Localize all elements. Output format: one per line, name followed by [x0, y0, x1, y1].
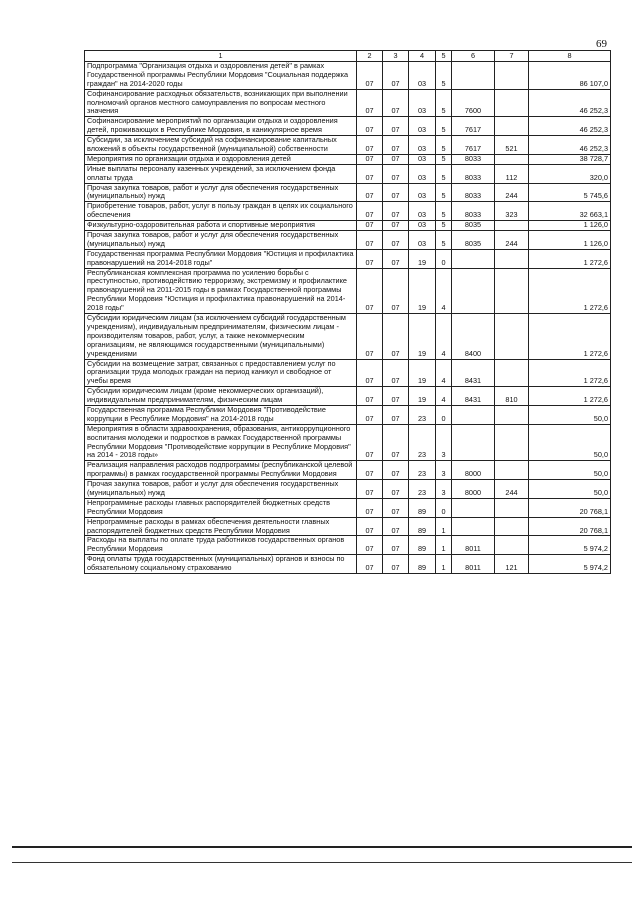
table-row [85, 359, 611, 387]
subprogram-code: 4 [436, 314, 452, 359]
table-row [85, 480, 611, 499]
expense-direction-code: 8033 [452, 202, 495, 221]
row-amount: 320,0 [529, 164, 611, 183]
subsection-code: 07 [383, 461, 409, 480]
row-amount: 1 272,6 [529, 268, 611, 313]
subsection-code: 07 [383, 498, 409, 517]
row-description: Подпрограмма "Организация отдыха и оздоровления детей" в рамках Государственной программы Республики Мордовия "Социальная поддержка граждан" на 2014-2020 годы [85, 62, 357, 90]
program-code: 03 [409, 231, 436, 250]
section-code: 07 [357, 154, 383, 164]
expense-type-code: 810 [495, 387, 529, 406]
subprogram-code: 5 [436, 89, 452, 117]
subsection-code: 07 [383, 268, 409, 313]
table-row [85, 249, 611, 268]
subsection-code: 07 [383, 221, 409, 231]
expense-type-code [495, 536, 529, 555]
row-amount: 20 768,1 [529, 517, 611, 536]
section-code: 07 [357, 164, 383, 183]
row-amount: 1 126,0 [529, 221, 611, 231]
table-row [85, 183, 611, 202]
expense-type-code [495, 89, 529, 117]
subsection-code: 07 [383, 405, 409, 424]
row-amount: 32 663,1 [529, 202, 611, 221]
expense-direction-code [452, 62, 495, 90]
row-amount: 50,0 [529, 424, 611, 461]
program-code: 23 [409, 405, 436, 424]
page-number: 69 [596, 38, 607, 50]
subprogram-code: 5 [436, 183, 452, 202]
program-code: 03 [409, 183, 436, 202]
section-code: 07 [357, 183, 383, 202]
program-code: 03 [409, 164, 436, 183]
subsection-code: 07 [383, 164, 409, 183]
expense-direction-code [452, 517, 495, 536]
row-description: Субсидии юридическим лицам (за исключением субсидий государственным учреждениям), индивидуальным предпринимателям, физическим лицам - производителям товаров, работ, услуг, а также некоммерческим организациям, не являющимся государственными (муниципальными) учреждениями [85, 314, 357, 359]
expense-direction-code [452, 249, 495, 268]
table-body [85, 62, 611, 574]
expense-type-code: 521 [495, 136, 529, 155]
expense-type-code [495, 314, 529, 359]
row-amount: 1 126,0 [529, 231, 611, 250]
section-code: 07 [357, 536, 383, 555]
expense-direction-code: 7600 [452, 89, 495, 117]
program-code: 19 [409, 359, 436, 387]
subsection-code: 07 [383, 424, 409, 461]
row-amount: 5 974,2 [529, 555, 611, 574]
expense-type-code: 244 [495, 183, 529, 202]
subprogram-code: 3 [436, 480, 452, 499]
subsection-code: 07 [383, 555, 409, 574]
section-code: 07 [357, 405, 383, 424]
column-header: 1 [85, 51, 357, 62]
program-code: 89 [409, 517, 436, 536]
table-row [85, 202, 611, 221]
subprogram-code: 5 [436, 136, 452, 155]
row-description: Прочая закупка товаров, работ и услуг для обеспечения государственных (муниципальных) нужд [85, 183, 357, 202]
subsection-code: 07 [383, 62, 409, 90]
section-code: 07 [357, 480, 383, 499]
row-amount: 1 272,6 [529, 387, 611, 406]
program-code: 89 [409, 498, 436, 517]
row-description: Республиканская комплексная программа по усилению борьбы с преступностью, противодействию терроризму, экстремизму и профилактике правонарушений на 2011-2015 годы в рамках Государственной программы Республики Мордовия "Юстиция и профилактика правонарушений на 2014-2018 годы" [85, 268, 357, 313]
program-code: 19 [409, 249, 436, 268]
table-row [85, 89, 611, 117]
subsection-code: 07 [383, 314, 409, 359]
subprogram-code: 5 [436, 164, 452, 183]
table-row [85, 62, 611, 90]
table-row [85, 387, 611, 406]
expense-direction-code: 8033 [452, 164, 495, 183]
row-amount: 46 252,3 [529, 117, 611, 136]
program-code: 03 [409, 136, 436, 155]
program-code: 19 [409, 314, 436, 359]
expense-type-code [495, 249, 529, 268]
table-row [85, 314, 611, 359]
table-row [85, 517, 611, 536]
section-code: 07 [357, 498, 383, 517]
expense-direction-code: 8033 [452, 154, 495, 164]
program-code: 03 [409, 202, 436, 221]
subsection-code: 07 [383, 517, 409, 536]
section-code: 07 [357, 221, 383, 231]
expense-direction-code [452, 268, 495, 313]
subprogram-code: 5 [436, 154, 452, 164]
expense-direction-code: 7617 [452, 136, 495, 155]
column-header: 5 [436, 51, 452, 62]
row-amount: 50,0 [529, 461, 611, 480]
program-code: 03 [409, 154, 436, 164]
program-code: 19 [409, 387, 436, 406]
expense-type-code [495, 154, 529, 164]
section-code: 07 [357, 202, 383, 221]
expense-type-code [495, 461, 529, 480]
program-code: 03 [409, 221, 436, 231]
program-code: 89 [409, 536, 436, 555]
expense-type-code [495, 268, 529, 313]
column-header: 2 [357, 51, 383, 62]
table-row [85, 136, 611, 155]
expense-direction-code: 8011 [452, 536, 495, 555]
column-header: 6 [452, 51, 495, 62]
expense-type-code: 244 [495, 480, 529, 499]
expense-type-code [495, 62, 529, 90]
section-code: 07 [357, 555, 383, 574]
expense-direction-code [452, 498, 495, 517]
program-code: 03 [409, 89, 436, 117]
program-code: 03 [409, 117, 436, 136]
expense-direction-code [452, 424, 495, 461]
bottom-rule-thin [12, 862, 632, 863]
row-amount: 50,0 [529, 480, 611, 499]
table-row [85, 231, 611, 250]
row-description: Реализация направления расходов подпрограммы (республиканской целевой программы) в рамках государственной программы Республики Мордовия [85, 461, 357, 480]
section-code: 07 [357, 424, 383, 461]
row-description: Софинансирование мероприятий по организации отдыха и оздоровления детей, проживающих в Республике Мордовия, в каникулярное время [85, 117, 357, 136]
subsection-code: 07 [383, 387, 409, 406]
subprogram-code: 5 [436, 221, 452, 231]
row-description: Расходы на выплаты по оплате труда работников государственных органов Республики Мордовия [85, 536, 357, 555]
subsection-code: 07 [383, 183, 409, 202]
row-amount: 1 272,6 [529, 359, 611, 387]
expense-type-code: 112 [495, 164, 529, 183]
table-row [85, 536, 611, 555]
row-description: Прочая закупка товаров, работ и услуг для обеспечения государственных (муниципальных) нужд [85, 480, 357, 499]
subprogram-code: 4 [436, 268, 452, 313]
expense-type-code [495, 498, 529, 517]
table-row [85, 268, 611, 313]
column-header: 4 [409, 51, 436, 62]
subsection-code: 07 [383, 480, 409, 499]
section-code: 07 [357, 249, 383, 268]
row-amount: 50,0 [529, 405, 611, 424]
subsection-code: 07 [383, 202, 409, 221]
expense-direction-code: 8431 [452, 387, 495, 406]
row-amount: 46 252,3 [529, 89, 611, 117]
row-description: Иные выплаты персоналу казенных учреждений, за исключением фонда оплаты труда [85, 164, 357, 183]
row-amount: 86 107,0 [529, 62, 611, 90]
section-code: 07 [357, 231, 383, 250]
subprogram-code: 1 [436, 555, 452, 574]
expense-direction-code: 8035 [452, 231, 495, 250]
subprogram-code: 5 [436, 202, 452, 221]
table-row [85, 405, 611, 424]
section-code: 07 [357, 359, 383, 387]
section-code: 07 [357, 62, 383, 90]
expense-type-code: 121 [495, 555, 529, 574]
bottom-rule [12, 846, 632, 848]
row-description: Субсидии, за исключением субсидий на софинансирование капитальных вложений в объекты государственной (муниципальной) собственности [85, 136, 357, 155]
expense-direction-code: 8431 [452, 359, 495, 387]
column-header: 3 [383, 51, 409, 62]
subsection-code: 07 [383, 249, 409, 268]
table-row [85, 117, 611, 136]
subsection-code: 07 [383, 89, 409, 117]
subprogram-code: 4 [436, 359, 452, 387]
subsection-code: 07 [383, 536, 409, 555]
section-code: 07 [357, 517, 383, 536]
subprogram-code: 0 [436, 249, 452, 268]
subprogram-code: 5 [436, 117, 452, 136]
section-code: 07 [357, 268, 383, 313]
row-description: Мероприятия по организации отдыха и оздоровления детей [85, 154, 357, 164]
table-row [85, 498, 611, 517]
expense-direction-code: 8000 [452, 480, 495, 499]
row-description: Прочая закупка товаров, работ и услуг для обеспечения государственных (муниципальных) нужд [85, 231, 357, 250]
table-row [85, 154, 611, 164]
row-description: Государственная программа Республики Мордовия "Противодействие коррупции в Республике Мордовия" на 2014-2018 годы [85, 405, 357, 424]
row-description: Субсидии на возмещение затрат, связанных с предоставлением услуг по организации труда молодых граждан на период каникул и свободное от учебы время [85, 359, 357, 387]
section-code: 07 [357, 117, 383, 136]
subsection-code: 07 [383, 154, 409, 164]
section-code: 07 [357, 314, 383, 359]
subprogram-code: 5 [436, 231, 452, 250]
expense-type-code: 323 [495, 202, 529, 221]
row-description: Софинансирование расходных обязательств, возникающих при выполнении полномочий органов местного самоуправления по вопросам местного значения [85, 89, 357, 117]
subsection-code: 07 [383, 136, 409, 155]
section-code: 07 [357, 461, 383, 480]
expense-direction-code [452, 405, 495, 424]
expense-direction-code: 7617 [452, 117, 495, 136]
section-code: 07 [357, 89, 383, 117]
row-description: Приобретение товаров, работ, услуг в пользу граждан в целях их социального обеспечения [85, 202, 357, 221]
subprogram-code: 1 [436, 536, 452, 555]
row-amount: 5 974,2 [529, 536, 611, 555]
subsection-code: 07 [383, 117, 409, 136]
program-code: 23 [409, 424, 436, 461]
program-code: 23 [409, 461, 436, 480]
expense-type-code: 244 [495, 231, 529, 250]
expense-type-code [495, 405, 529, 424]
row-amount: 46 252,3 [529, 136, 611, 155]
expense-direction-code: 8033 [452, 183, 495, 202]
section-code: 07 [357, 136, 383, 155]
expense-type-code [495, 117, 529, 136]
row-description: Субсидии юридическим лицам (кроме некоммерческих организаций), индивидуальным предпринимателям, физическим лицам [85, 387, 357, 406]
subprogram-code: 0 [436, 405, 452, 424]
column-header: 7 [495, 51, 529, 62]
header-row [85, 51, 611, 62]
expense-type-code [495, 517, 529, 536]
expense-type-code [495, 221, 529, 231]
row-amount: 1 272,6 [529, 314, 611, 359]
section-code: 07 [357, 387, 383, 406]
table-row [85, 555, 611, 574]
expense-type-code [495, 424, 529, 461]
row-description: Мероприятия в области здравоохранения, образования, антикоррупционного воспитания молодежи и подростков в рамках Государственной программы Республики Мордовия "Противодействие коррупции в Республике Мордовия" на 2014 - 2018 годы» [85, 424, 357, 461]
expense-type-code [495, 359, 529, 387]
program-code: 23 [409, 480, 436, 499]
row-amount: 38 728,7 [529, 154, 611, 164]
table-row [85, 424, 611, 461]
subprogram-code: 3 [436, 424, 452, 461]
table-row [85, 461, 611, 480]
program-code: 89 [409, 555, 436, 574]
expense-direction-code: 8400 [452, 314, 495, 359]
expense-direction-code: 8035 [452, 221, 495, 231]
row-description: Непрограммные расходы в рамках обеспечения деятельности главных распорядителей бюджетных средств Республики Мордовия [85, 517, 357, 536]
column-header: 8 [529, 51, 611, 62]
row-amount: 5 745,6 [529, 183, 611, 202]
program-code: 19 [409, 268, 436, 313]
program-code: 03 [409, 62, 436, 90]
row-amount: 1 272,6 [529, 249, 611, 268]
row-description: Государственная программа Республики Мордовия "Юстиция и профилактика правонарушений на 2014-2018 годы" [85, 249, 357, 268]
row-amount: 20 768,1 [529, 498, 611, 517]
row-description: Физкультурно-оздоровительная работа и спортивные мероприятия [85, 221, 357, 231]
subprogram-code: 5 [436, 62, 452, 90]
subsection-code: 07 [383, 231, 409, 250]
subprogram-code: 0 [436, 498, 452, 517]
subprogram-code: 1 [436, 517, 452, 536]
subprogram-code: 4 [436, 387, 452, 406]
expense-direction-code: 8011 [452, 555, 495, 574]
row-description: Фонд оплаты труда государственных (муниципальных) органов и взносы по обязательному социальному страхованию [85, 555, 357, 574]
row-description: Непрограммные расходы главных распорядителей бюджетных средств Республики Мордовия [85, 498, 357, 517]
subprogram-code: 3 [436, 461, 452, 480]
table-row [85, 164, 611, 183]
budget-table [84, 50, 611, 574]
expense-direction-code: 8000 [452, 461, 495, 480]
subsection-code: 07 [383, 359, 409, 387]
